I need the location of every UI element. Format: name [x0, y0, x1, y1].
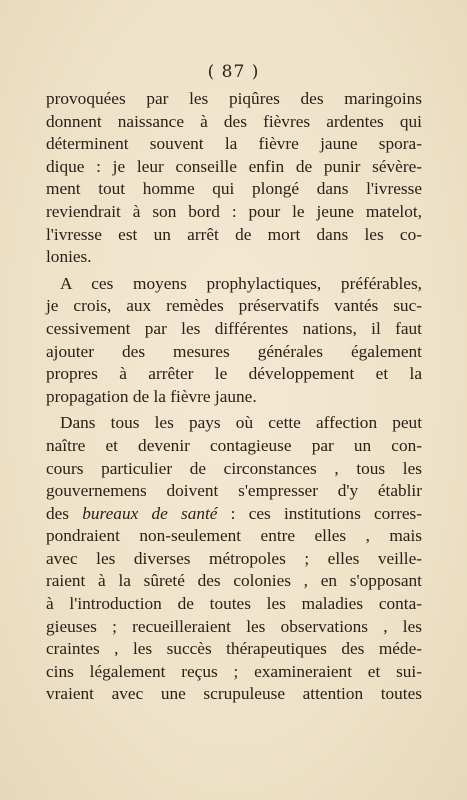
body-text: [46, 88, 422, 706]
text-line: cins légalement reçus ; examineraient et sui-: [46, 661, 422, 681]
text-line: A ces moyens prophylactiques, préférables,: [60, 273, 422, 293]
text-line: naître et devenir contagieuse par un con-: [46, 435, 422, 455]
text-line: ment tout homme qui plongé dans l'ivresse: [46, 179, 422, 199]
text-line: pondraient non-seulement entre elles , mais: [46, 526, 422, 546]
text-segment: des: [46, 503, 70, 523]
text-line: donnent naissance à des fièvres ardentes qui: [46, 111, 422, 131]
text-line: propres à arrêter le développement et la: [46, 364, 422, 384]
text-line: je crois, aux remèdes préservatifs vantés suc-: [46, 296, 422, 316]
text-line: gouvernemens doivent s'empresser d'y établir: [46, 481, 422, 501]
text-line: dique : je leur conseille enfin de punir sévère-: [46, 156, 422, 176]
text-line: propagation de la fièvre jaune.: [46, 386, 257, 406]
text-line: à l'introduction de toutes les maladies conta-: [46, 594, 422, 614]
text-line: cours particulier de circonstances , tous les: [46, 458, 422, 478]
text-line: reviendrait à son bord : pour le jeune matelot,: [46, 201, 422, 221]
text-line: avec les diverses métropoles ; elles veille-: [46, 548, 422, 568]
text-line: Dans tous les pays où cette affection peut: [60, 413, 422, 433]
text-line: lonies.: [46, 247, 92, 267]
paragraph: [46, 273, 422, 409]
text-segment: : ces institutions corres-: [217, 503, 422, 523]
text-line: craintes , les succès thérapeutiques des méde-: [46, 639, 422, 659]
text-line: vraient avec une scrupuleuse attention toutes: [46, 684, 422, 704]
text-line: provoquées par les piqûres des maringoins: [46, 89, 422, 108]
text-line: cessivement par les différentes nations, il faut: [46, 318, 422, 338]
page-number: ( 87 ): [207, 62, 260, 82]
paragraph: [46, 412, 422, 706]
text-line: l'ivresse est un arrêt de mort dans les co-: [46, 224, 422, 244]
text-line-with-italic: [46, 503, 422, 526]
text-line: ajouter des mesures générales également: [46, 341, 422, 361]
text-line: raient à la sûreté des colonies , en s'opposant: [46, 571, 422, 591]
text-line: gieuses ; recueilleraient les observations , les: [46, 616, 422, 636]
italic-phrase: bureaux de santé: [82, 503, 218, 523]
text-line: déterminent souvent la fièvre jaune spora-: [46, 134, 422, 154]
paragraph: [46, 88, 422, 269]
